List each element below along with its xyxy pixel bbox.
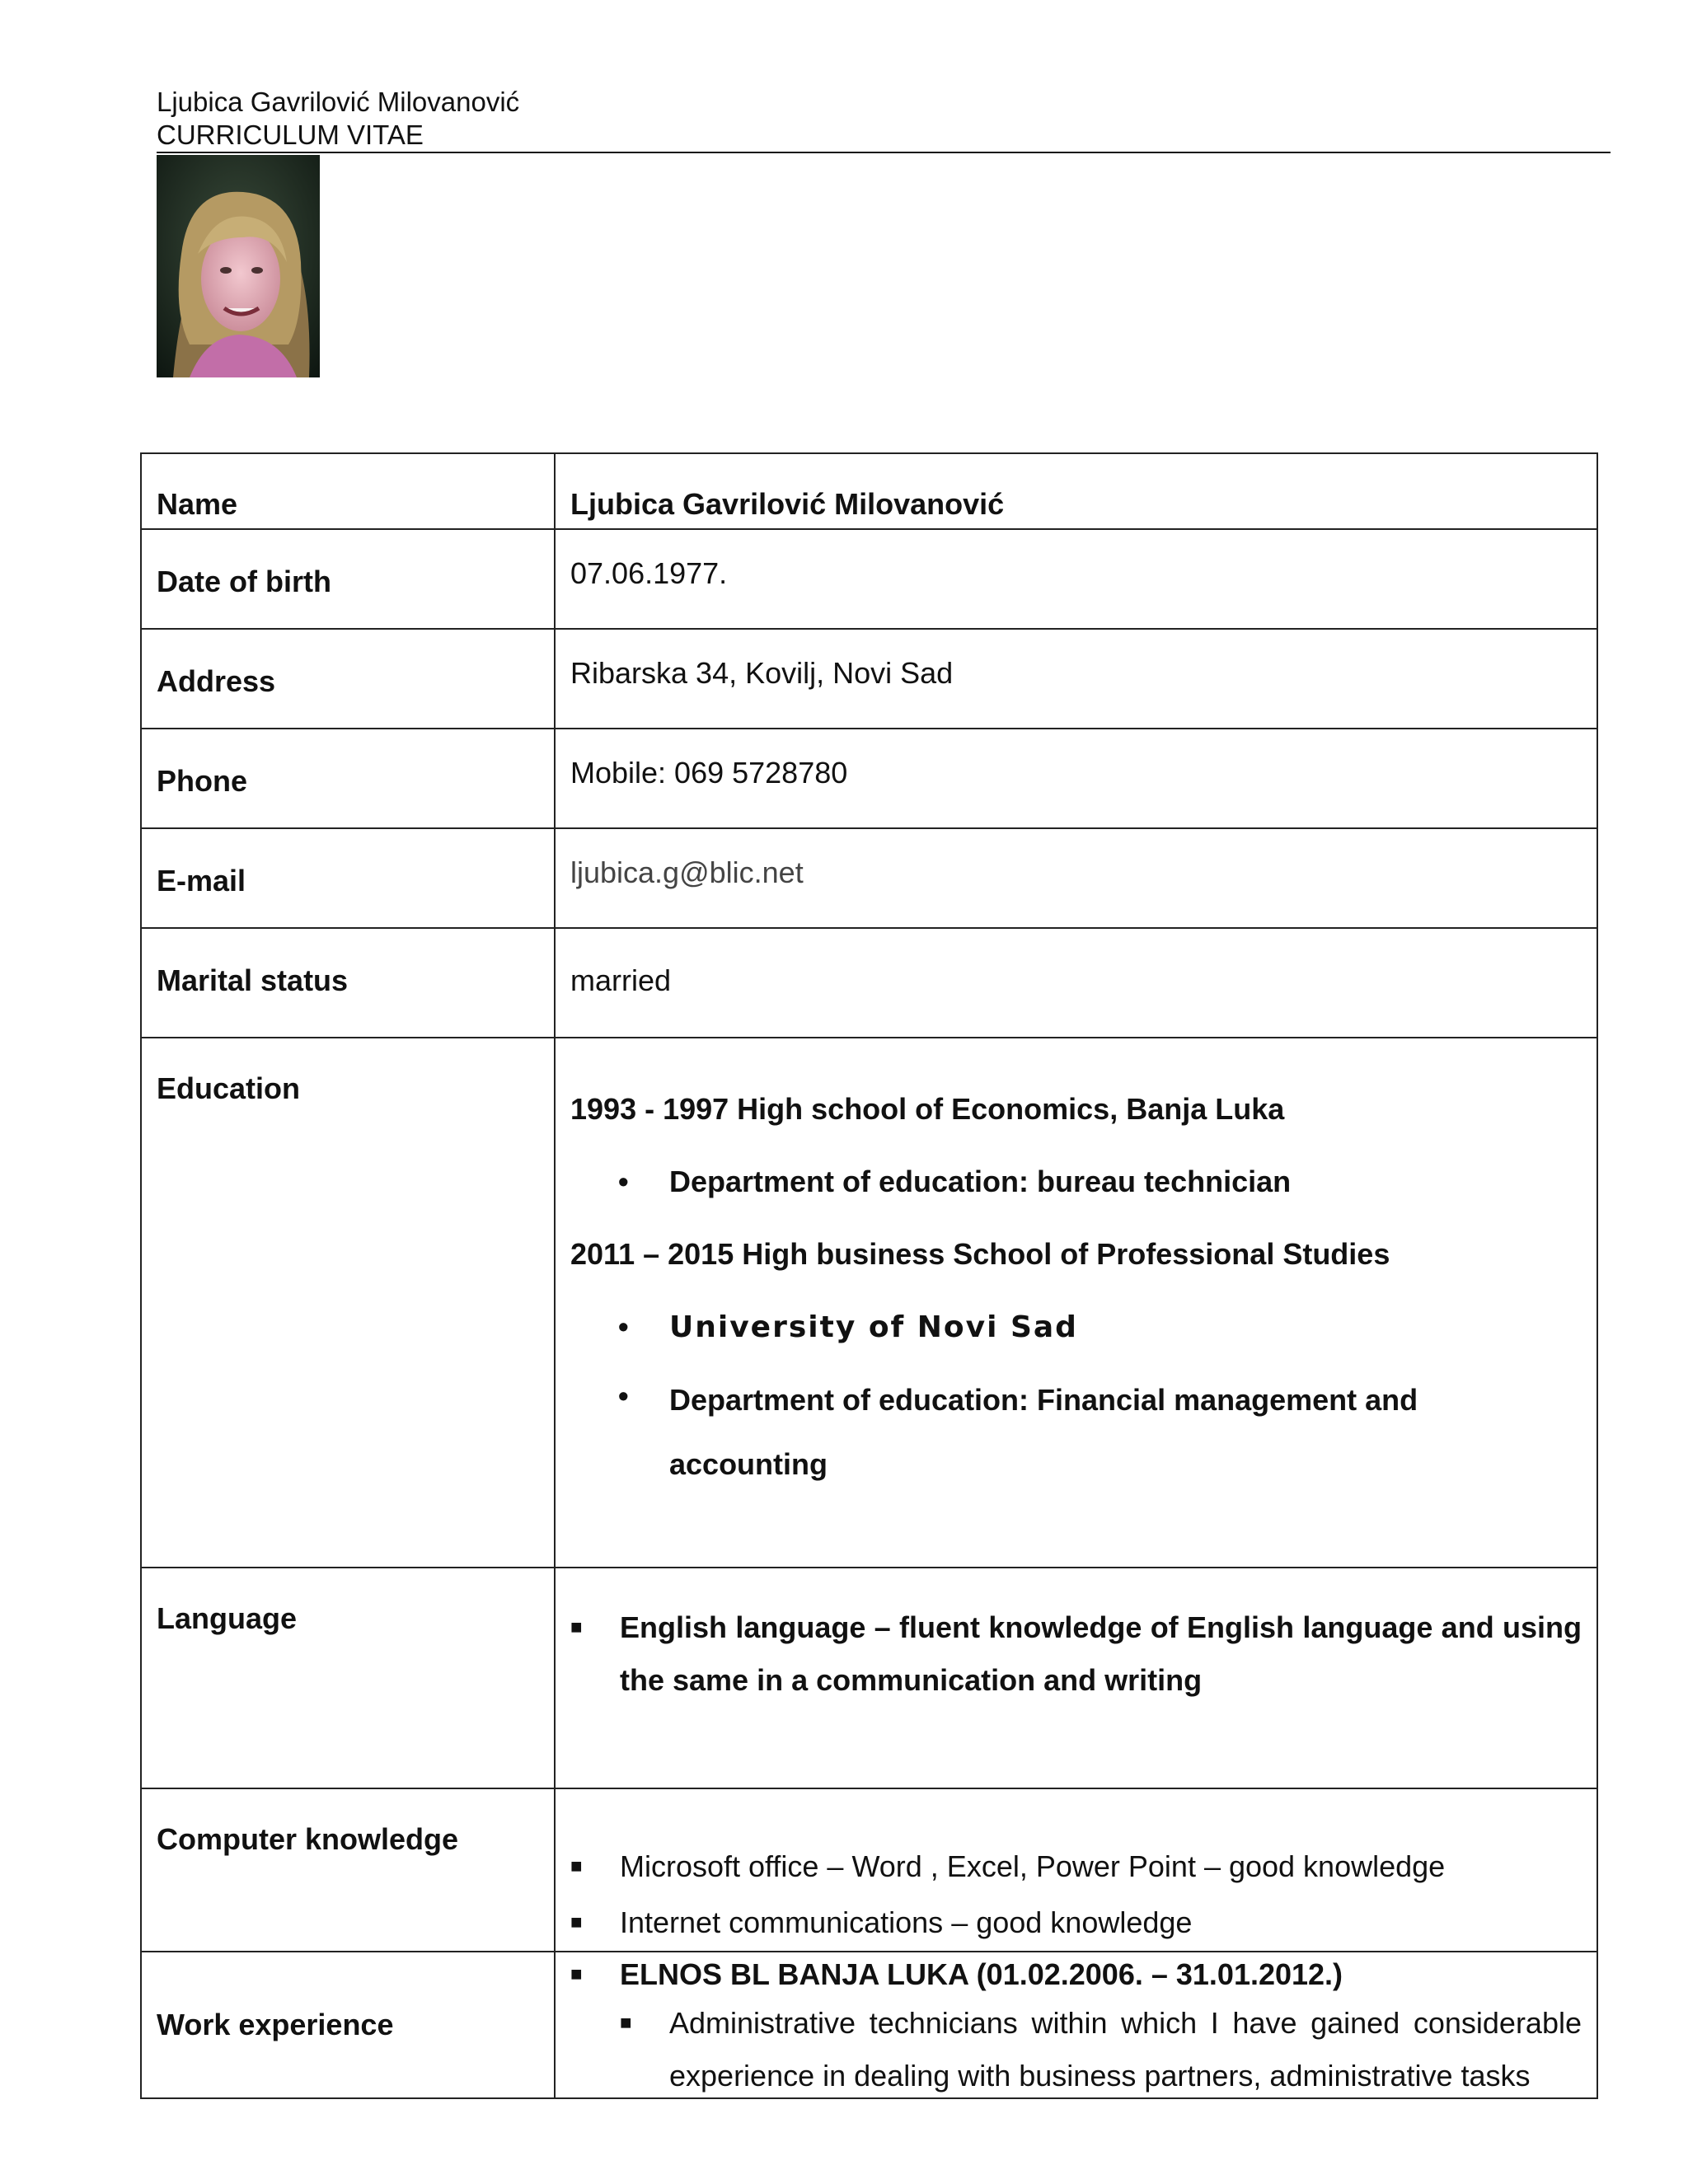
profile-photo bbox=[157, 155, 320, 377]
list-item bbox=[570, 1291, 1582, 1364]
work-description: Administrative technicians within which I have gained considerable experience in dealing with business partners, administrative tasks bbox=[669, 2006, 1582, 2093]
label-email: E-mail bbox=[141, 828, 555, 928]
label-phone: Phone bbox=[141, 729, 555, 828]
education-department-2: Department of education: Financial management and accounting bbox=[669, 1383, 1418, 1481]
table-row-phone bbox=[141, 729, 1597, 828]
list-item bbox=[570, 1146, 1582, 1218]
table-row-marital bbox=[141, 928, 1597, 1038]
square-bullet-icon: ■ bbox=[570, 1855, 583, 1877]
computer-internet: Internet communications – good knowledge bbox=[620, 1905, 1193, 1939]
value-name: Ljubica Gavrilović Milovanović bbox=[555, 453, 1597, 529]
value-phone: Mobile: 069 5728780 bbox=[555, 729, 1597, 828]
label-dob: Date of birth bbox=[141, 529, 555, 629]
value-education bbox=[555, 1038, 1597, 1568]
header-name: Ljubica Gavrilović Milovanović bbox=[157, 87, 520, 117]
table-row-name bbox=[141, 453, 1597, 529]
value-work bbox=[555, 1952, 1597, 2098]
table-row-address bbox=[141, 629, 1597, 729]
label-computer: Computer knowledge bbox=[141, 1788, 555, 1952]
label-marital: Marital status bbox=[141, 928, 555, 1038]
work-content bbox=[570, 1952, 1582, 2096]
table-row-email bbox=[141, 828, 1597, 928]
value-email[interactable]: ljubica.g@blic.net bbox=[555, 828, 1597, 928]
education-department-1: Department of education: bureau technician bbox=[669, 1165, 1292, 1198]
label-language: Language bbox=[141, 1568, 555, 1788]
list-item bbox=[620, 1997, 1582, 2096]
value-marital: married bbox=[555, 928, 1597, 1038]
list-item bbox=[570, 1364, 1582, 1497]
bullet-icon: • bbox=[618, 1379, 629, 1413]
label-education: Education bbox=[141, 1038, 555, 1568]
computer-list bbox=[570, 1839, 1582, 1951]
value-language bbox=[555, 1568, 1597, 1788]
value-address: Ribarska 34, Kovilj, Novi Sad bbox=[555, 629, 1597, 729]
education-list-1 bbox=[570, 1146, 1582, 1218]
list-item bbox=[570, 1895, 1582, 1951]
label-address: Address bbox=[141, 629, 555, 729]
language-english: English language – fluent knowledge of English language and using the same in a communication and writing bbox=[620, 1610, 1582, 1697]
list-item bbox=[570, 1952, 1582, 1997]
list-item bbox=[570, 1601, 1582, 1707]
language-list bbox=[570, 1601, 1582, 1707]
bullet-icon: • bbox=[618, 1165, 629, 1198]
work-employer: ELNOS BL BANJA LUKA (01.02.2006. – 31.01.2012.) bbox=[620, 1957, 1343, 1991]
label-work: Work experience bbox=[141, 1952, 555, 2098]
square-bullet-icon: ■ bbox=[570, 1963, 583, 1985]
value-dob: 07.06.1977. bbox=[555, 529, 1597, 629]
table-row-computer bbox=[141, 1788, 1597, 1952]
table-row-dob bbox=[141, 529, 1597, 629]
education-list-2 bbox=[570, 1291, 1582, 1497]
square-bullet-icon: ■ bbox=[570, 1616, 583, 1638]
table-row-education bbox=[141, 1038, 1597, 1568]
header-title: CURRICULUM VITAE bbox=[157, 120, 424, 150]
table-row-language bbox=[141, 1568, 1597, 1788]
bullet-icon: • bbox=[618, 1310, 629, 1343]
education-entry-2: 2011 – 2015 High business School of Professional Studies bbox=[570, 1237, 1390, 1271]
education-university: University of Novi Sad bbox=[669, 1310, 1078, 1344]
document-header bbox=[157, 86, 1611, 152]
table-row-work bbox=[141, 1952, 1597, 2098]
cv-table bbox=[140, 452, 1598, 2099]
header-divider bbox=[157, 152, 1611, 153]
square-bullet-icon: ■ bbox=[570, 1911, 583, 1933]
square-bullet-icon: ■ bbox=[620, 2012, 632, 2034]
computer-office: Microsoft office – Word , Excel, Power Point – good knowledge bbox=[620, 1849, 1446, 1883]
work-list bbox=[570, 1952, 1582, 1997]
label-name: Name bbox=[141, 453, 555, 529]
work-sublist bbox=[570, 1997, 1582, 2096]
list-item bbox=[570, 1839, 1582, 1895]
value-computer bbox=[555, 1788, 1597, 1952]
education-entry-1: 1993 - 1997 High school of Economics, Banja Luka bbox=[570, 1092, 1285, 1126]
